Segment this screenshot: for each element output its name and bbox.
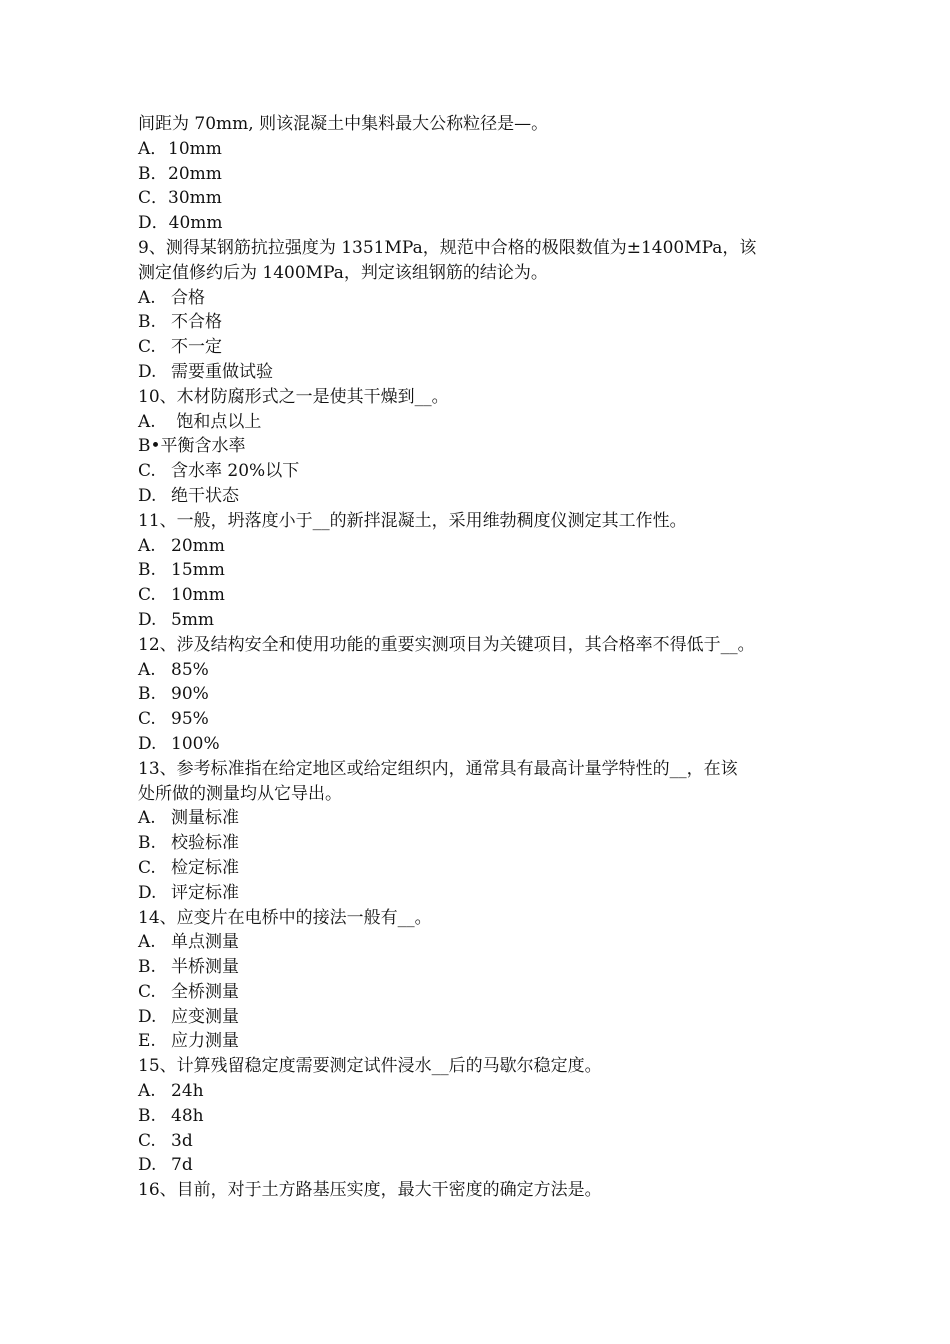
option-letter: A.: [138, 932, 156, 953]
option-letter: B.: [138, 560, 156, 581]
option-letter: D.: [138, 361, 157, 382]
answer-option: [138, 484, 828, 509]
answer-option: [138, 806, 828, 831]
answer-option: [138, 831, 828, 856]
answer-option: [138, 1079, 828, 1104]
option-letter: A.: [138, 287, 156, 308]
option-text: 24h: [171, 1081, 204, 1102]
option-text: 应变测量: [171, 1006, 239, 1027]
answer-option: [138, 930, 828, 955]
answer-option: [138, 980, 828, 1005]
option-letter: D.: [138, 1006, 157, 1027]
option-letter: D．: [138, 213, 169, 234]
option-text: 单点测量: [171, 932, 239, 953]
answer-option: [138, 1129, 828, 1154]
option-text: 10mm: [168, 138, 222, 159]
option-text: 15mm: [171, 560, 225, 581]
option-text: 需要重做试验: [171, 361, 273, 382]
option-letter: C.: [138, 461, 156, 482]
option-text: 85%: [171, 659, 209, 680]
option-text: 30mm: [168, 188, 222, 209]
answer-option: [138, 583, 828, 608]
option-text: 应力测量: [171, 1031, 239, 1052]
question-text: 15、计算残留稳定度需要测定试件浸水__后的马歇尔稳定度。: [138, 1056, 602, 1077]
option-letter: C.: [138, 1130, 156, 1151]
option-text: 绝干状态: [171, 485, 239, 506]
answer-option: [138, 186, 828, 211]
option-text: 半桥测量: [171, 957, 239, 978]
option-letter: B.: [138, 833, 156, 854]
answer-option: [138, 534, 828, 559]
option-letter: A.: [138, 808, 156, 829]
option-text: 40mm: [168, 213, 223, 234]
question-text: 处所做的测量均从它导出。: [138, 783, 342, 804]
answer-option: [138, 1104, 828, 1129]
question-text: 测定值修约后为 1400MPa，判定该组钢筋的结论为。: [138, 262, 548, 283]
answer-option: [138, 335, 828, 360]
option-text: 含水率 20%以下: [171, 461, 300, 482]
option-letter: A.: [138, 1081, 156, 1102]
option-text: 95%: [171, 709, 209, 730]
answer-option: [138, 682, 828, 707]
option-text: 不合格: [171, 312, 222, 333]
option-letter: B.: [138, 684, 156, 705]
option-text: 校验标准: [171, 833, 239, 854]
question-text: B•平衡含水率: [138, 436, 246, 457]
answer-option: [138, 955, 828, 980]
answer-option: [138, 707, 828, 732]
option-letter: D.: [138, 882, 157, 903]
answer-option: [138, 1005, 828, 1030]
option-letter: B.: [138, 1105, 156, 1126]
question-text: 12、涉及结构安全和使用功能的重要实测项目为关键项目，其合格率不得低于__。: [138, 634, 755, 655]
question-text: 10、木材防腐形式之一是使其干燥到__。: [138, 386, 449, 407]
answer-option: [138, 310, 828, 335]
option-text: 90%: [171, 684, 209, 705]
option-letter: C．: [138, 188, 169, 209]
question-text: 13、参考标准指在给定地区或给定组织内，通常具有最高计量学特性的__，在该: [138, 758, 738, 779]
answer-option: [138, 459, 828, 484]
option-letter: C.: [138, 857, 156, 878]
option-letter: A.: [138, 659, 156, 680]
answer-option: [138, 558, 828, 583]
option-letter: D.: [138, 485, 157, 506]
answer-option: [138, 658, 828, 683]
option-text: 100%: [171, 733, 220, 754]
option-text: 不一定: [171, 337, 222, 358]
option-letter: C.: [138, 585, 156, 606]
answer-option: [138, 881, 828, 906]
answer-option: [138, 410, 828, 435]
option-text: 检定标准: [171, 857, 239, 878]
question-list: [138, 112, 828, 1203]
option-text: 7d: [171, 1155, 193, 1176]
option-text: 评定标准: [171, 882, 239, 903]
option-text: 全桥测量: [171, 981, 239, 1002]
answer-option: [138, 1029, 828, 1054]
question-text: 14、应变片在电桥中的接法一般有__。: [138, 907, 432, 928]
option-letter: D.: [138, 609, 157, 630]
answer-option: [138, 360, 828, 385]
option-letter: C.: [138, 709, 156, 730]
option-letter: A.: [138, 535, 156, 556]
question-text: 9、测得某钢筋抗拉强度为 1351MPa，规范中合格的极限数值为±1400MPa，该: [138, 237, 757, 258]
option-letter: A．: [138, 138, 168, 159]
option-letter: D.: [138, 733, 157, 754]
answer-option: [138, 1153, 828, 1178]
answer-option: [138, 286, 828, 311]
option-letter: B．: [138, 163, 168, 184]
option-text: 饱和点以上: [171, 411, 262, 432]
answer-option: [138, 732, 828, 757]
answer-option: [138, 137, 828, 162]
question-text: 间距为 70mm, 则该混凝土中集料最大公称粒径是—。: [138, 114, 549, 134]
option-letter: C.: [138, 337, 156, 358]
option-text: 测量标准: [171, 808, 239, 829]
option-letter: C.: [138, 981, 156, 1002]
option-letter: D.: [138, 1155, 157, 1176]
answer-option: [138, 856, 828, 881]
option-text: 48h: [171, 1105, 204, 1126]
option-letter: B.: [138, 312, 156, 333]
answer-option: [138, 162, 828, 187]
answer-option: [138, 608, 828, 633]
question-text: 11、一般，坍落度小于__的新拌混凝土，采用维勃稠度仪测定其工作性。: [138, 510, 687, 531]
option-letter: E.: [138, 1031, 156, 1052]
option-text: 3d: [171, 1130, 193, 1151]
option-text: 合格: [171, 287, 205, 308]
option-text: 10mm: [171, 585, 225, 606]
option-letter: B.: [138, 957, 156, 978]
option-text: 20mm: [168, 163, 222, 184]
question-text: 16、目前，对于土方路基压实度，最大干密度的确定方法是。: [138, 1180, 602, 1201]
option-text: 5mm: [171, 609, 215, 630]
option-text: 20mm: [171, 535, 225, 556]
answer-option: [138, 211, 828, 236]
option-letter: A.: [138, 411, 156, 432]
